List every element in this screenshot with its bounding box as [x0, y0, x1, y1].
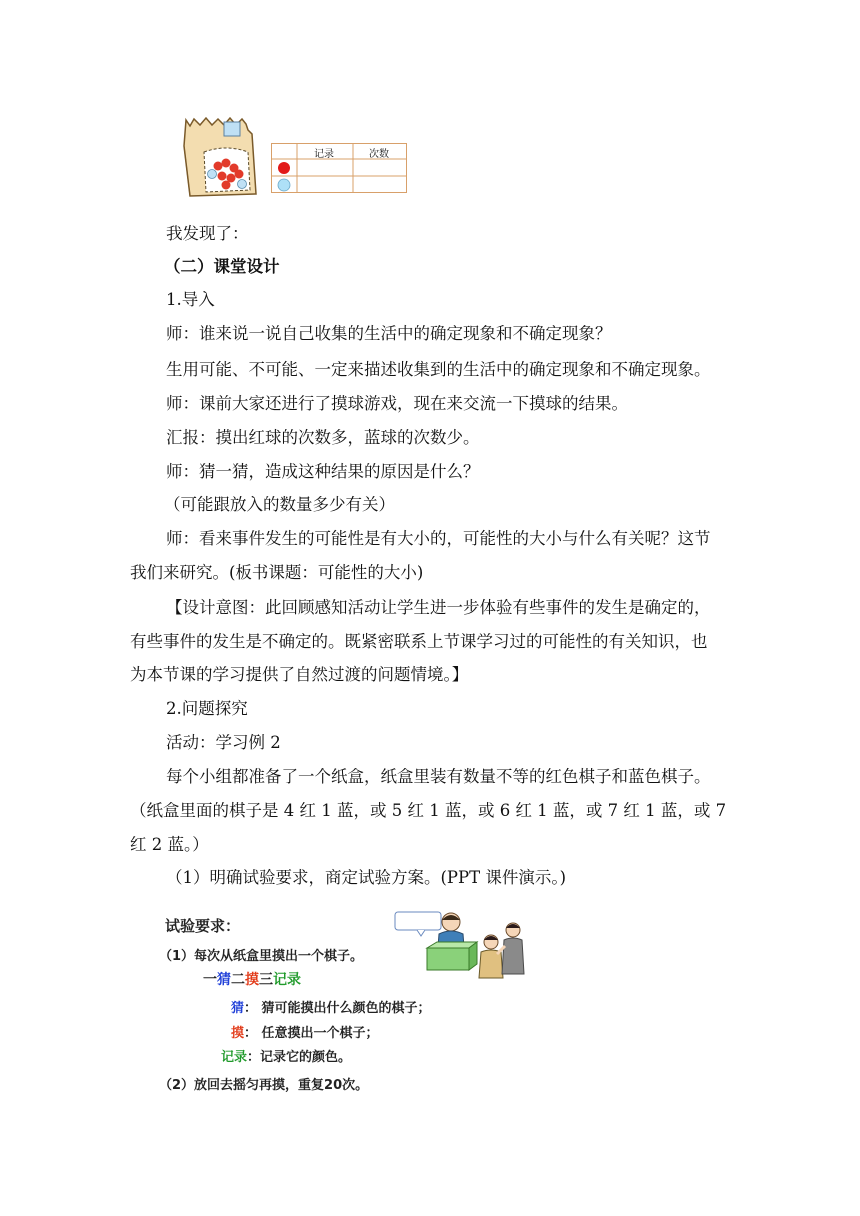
touch-step: 摸： 任意摸出一个棋子； [231, 1026, 379, 1041]
paragraph-line: （纸盒里面的棋子是 4 红 1 蓝，或 5 红 1 蓝，或 6 红 1 蓝，或 7 红 1 蓝，或 7 [130, 801, 727, 820]
paragraph-line: （1）明确试验要求，商定试验方案。(PPT 课件演示。) [166, 868, 567, 887]
paragraph-line: 汇报：摸出红球的次数多，蓝球的次数少。 [166, 428, 480, 447]
subheading-problem-exploration: 2.问题探究 [166, 699, 248, 718]
students-illustration [387, 908, 527, 984]
design-intent-line: 有些事件的发生是不确定的。既紧密联系上节课学习过的可能性的有关知识，也 [130, 632, 708, 651]
text-i-found: 我发现了： [166, 224, 249, 243]
record-table [271, 143, 407, 193]
record-step: 记录：记录它的颜色。 [221, 1050, 352, 1065]
paragraph-line: 师：课前大家还进行了摸球游戏，现在来交流一下摸球的结果。 [166, 394, 628, 413]
requirement-step-2: （2）放回去摇匀再摸，重复20次。 [159, 1078, 369, 1093]
paper-bag-illustration [176, 116, 271, 200]
paragraph-line: 师：看来事件发生的可能性是有大小的，可能性的大小与什么有关呢？这节 [166, 529, 711, 548]
paragraph-line: 红 2 蓝。） [130, 835, 209, 854]
paragraph-line: 活动：学习例 2 [166, 733, 281, 752]
paragraph-line: 师：谁来说一说自己收集的生活中的确定现象和不确定现象？ [166, 324, 612, 343]
subheading-introduction: 1.导入 [166, 290, 215, 309]
design-intent-line: 【设计意图：此回顾感知活动让学生进一步体验有些事件的发生是确定的， [166, 598, 711, 617]
design-intent-line: 为本节课的学习提供了自然过渡的问题情境。】 [130, 665, 469, 684]
experiment-requirements-figure [159, 908, 543, 1098]
table-header-count: 次数 [369, 149, 389, 160]
paragraph-line: 生用可能、不可能、一定来描述收集到的生活中的确定现象和不确定现象。 [166, 360, 711, 379]
guess-touch-record-line: 一猜二摸三记录 [203, 972, 301, 988]
guess-step: 猜： 猜可能摸出什么颜色的棋子； [231, 1001, 431, 1016]
section-heading-classroom-design: （二）课堂设计 [164, 257, 280, 276]
requirements-title: 试验要求： [165, 917, 241, 935]
requirement-step-1: （1）每次从纸盒里摸出一个棋子。 [159, 949, 364, 964]
paragraph-line: （可能跟放入的数量多少有关） [164, 495, 395, 514]
paragraph-line: 我们来研究。(板书课题：可能性的大小) [130, 563, 424, 582]
table-header-record: 记录 [314, 149, 334, 160]
bag-and-table-figure [176, 116, 411, 200]
paragraph-line: 师：猜一猜，造成这种结果的原因是什么？ [166, 462, 480, 481]
paragraph-line: 每个小组都准备了一个纸盒，纸盒里装有数量不等的红色棋子和蓝色棋子。 [166, 767, 711, 786]
